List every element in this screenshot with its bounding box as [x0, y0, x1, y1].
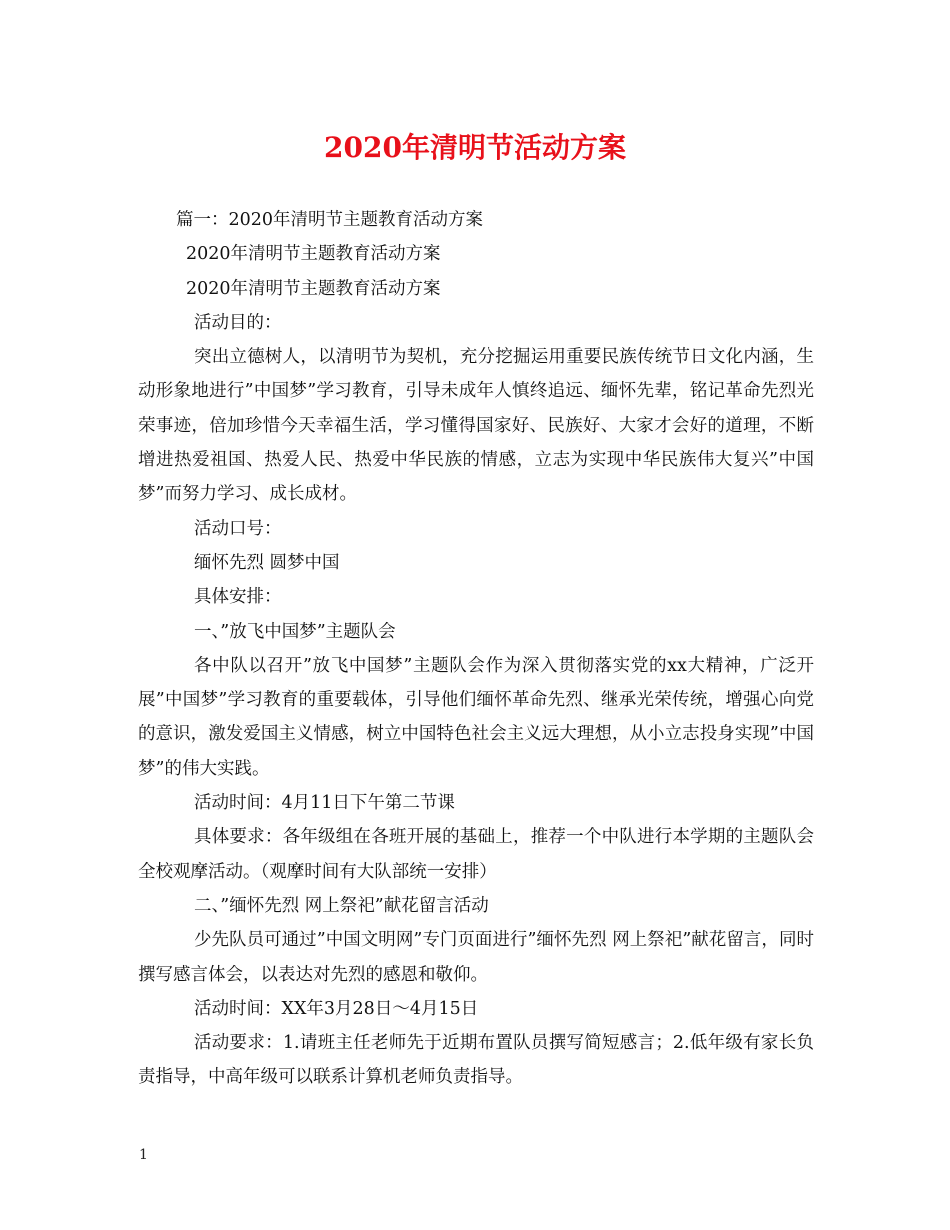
paragraph-purpose: 突出立德树人，以清明节为契机，充分挖掘运用重要民族传统节日文化内涵，生动形象地进行”中国梦”学习教育，引导未成年人慎终追远、缅怀先辈，铭记革命先烈光荣事迹，倍加珍惜今天幸福生活，学习懂得国家好、民族好、大家才会好的道理，不断增进热爱祖国、热爱人民、热爱中华民族的情感，立志为实现中华民族伟大复兴”中国梦”而努力学习、成长成材。 [138, 347, 814, 505]
label-line: 具体安排： [194, 587, 282, 608]
item-heading-line: 二、”缅怀先烈 网上祭祀”献花留言活动 [194, 895, 489, 916]
paragraph-online-tribute: 少先队员可通过”中国文明网”专门页面进行”缅怀先烈 网上祭祀”献花留言，同时撰写感言体会，以表达对先烈的感恩和敬仰。 [138, 930, 814, 985]
paragraph-activity-requirements: 活动要求：1.请班主任老师先于近期布置队员撰写简短感言；2.低年级有家长负责指导，中高年级可以联系计算机老师负责指导。 [138, 1033, 814, 1088]
document-title: 2020年清明节活动方案 [324, 131, 626, 164]
page-number: 1 [139, 1147, 148, 1163]
paragraph-team-meeting: 各中队以召开”放飞中国梦”主题队会作为深入贯彻落实党的xx大精神，广泛开展”中国梦”学习教育的重要载体，引导他们缅怀革命先烈、继承光荣传统，增强心向党的意识，激发爱国主义情感，树立中国特色社会主义远大理想，从小立志投身实现”中国梦”的伟大实践。 [138, 655, 814, 779]
time-line: 活动时间：4月11日下午第二节课 [194, 793, 455, 814]
document-body [138, 203, 814, 1095]
label-line: 活动目的： [194, 312, 282, 333]
paragraph-requirements: 具体要求：各年级组在各班开展的基础上，推荐一个中队进行本学期的主题队会全校观摩活动。（观摩时间有大队部统一安排） [138, 827, 814, 882]
time-line: 活动时间：XX年3月28日～4月15日 [194, 998, 479, 1019]
slogan-line: 缅怀先烈 圆梦中国 [194, 552, 340, 573]
section-heading-line: 篇一：2020年清明节主题教育活动方案 [176, 210, 484, 230]
subtitle-line: 2020年清明节主题教育活动方案 [186, 278, 441, 299]
item-heading-line: 一、”放飞中国梦”主题队会 [194, 621, 396, 642]
label-line: 活动口号： [194, 518, 282, 539]
subtitle-line: 2020年清明节主题教育活动方案 [186, 244, 441, 265]
